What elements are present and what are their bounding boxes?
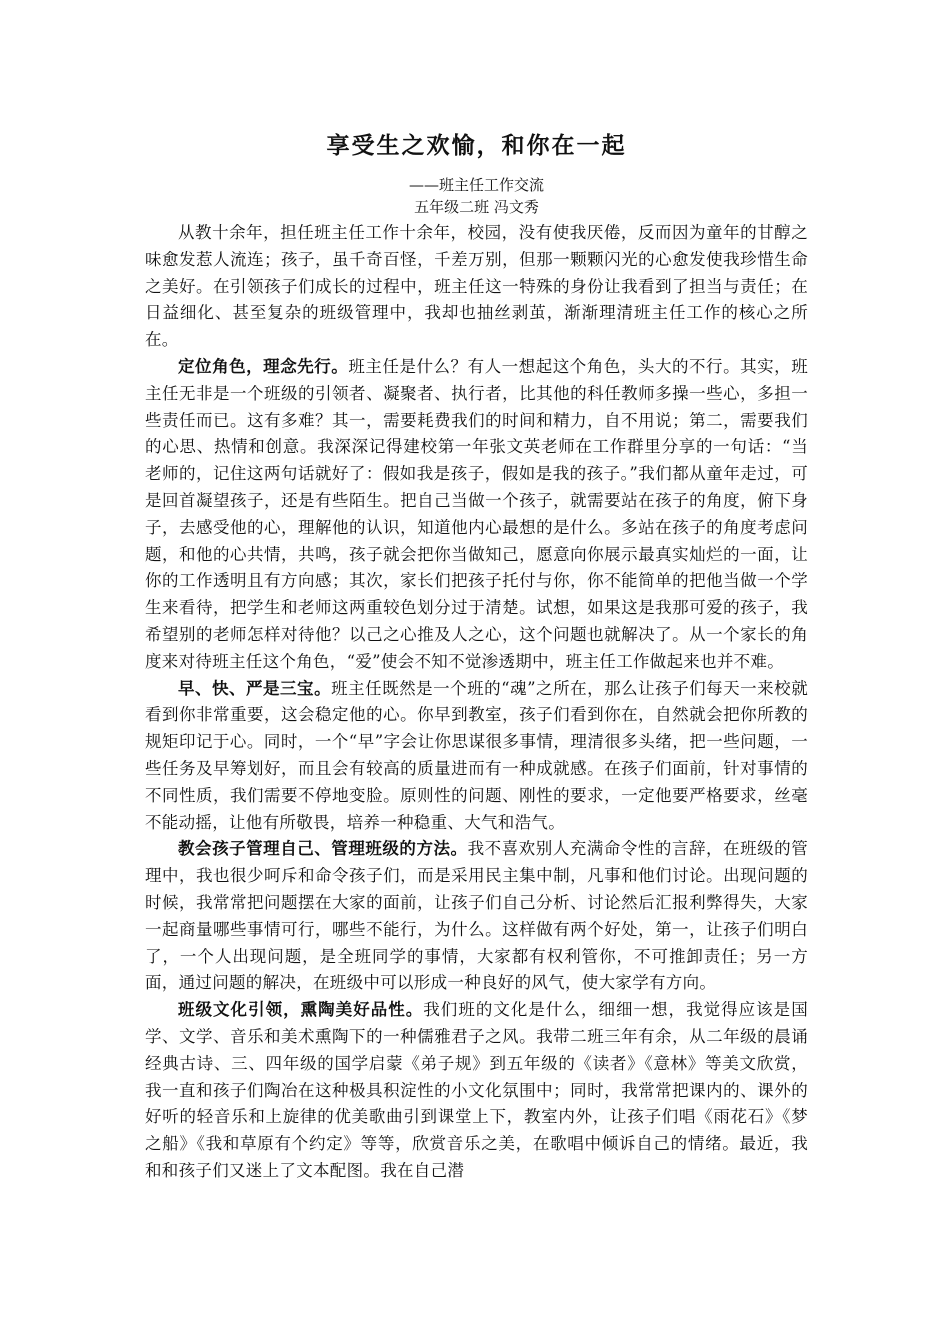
paragraph-heading: 早、快、严是三宝。 xyxy=(178,678,332,698)
paragraph-heading: 教会孩子管理自己、管理班级的方法。 xyxy=(178,839,468,859)
paragraph-text: 班主任是什么？有人一想起这个角色，头大的不行。其实，班主任无非是一个班级的引领者、凝聚者、执行者，比其他的科任教师多操一些心，多担一些责任而已。这有多难？其一，需要耗费我们的时间和精力，自不用说；第二，需要我们的心思、热情和创意。我深深记得建校第一年张文英老师在工作群里分享的一句话：“当老师的，记住这两句话就好了：假如我是孩子，假如是我的孩子。”我们都从童年走过，可是回首凝望孩子，还是有些陌生。把自己当做一个孩子，就需要站在孩子的角度，俯下身子，去感受他的心，理解他的认识，知道他内心最想的是什么。多站在孩子的角度考虑问题，和他的心共情，共鸣，孩子就会把你当做知己，愿意向你展示最真实灿烂的一面，让你的工作透明且有方向感；其次，家长们把孩子托付与你，你不能简单的把他当做一个学生来看待，把学生和老师这两重较色划分过于清楚。试想，如果这是我那可爱的孩子，我希望别的老师怎样对待他？以己之心推及人之心，这个问题也就解决了。从一个家长的角度来对待班主任这个角色，“爱”使会不知不觉渗透期中，班主任工作做起来也并不难。 xyxy=(145,356,809,671)
paragraph-text: 我不喜欢别人充满命令性的言辞，在班级的管理中，我也很少呵斥和命令孩子们，而是采用民主集中制，凡事和他们讨论。出现问题的时候，我常常把问题摆在大家的面前，让孩子们自己分析、讨论然后汇报利弊得失，大家一起商量哪些事情可行，哪些不能行，为什么。这样做有两个好处，第一，让孩子们明白了，一个人出现问题，是全班同学的事情，大家都有权利管你，不可推卸责任；另一方面，通过问题的解决，在班级中可以形成一种良好的风气，使大家学有方向。 xyxy=(145,839,808,993)
paragraph-intro xyxy=(145,220,808,354)
paragraph-three-treasures xyxy=(145,676,808,837)
paragraph-role xyxy=(145,354,808,676)
document-author: 五年级二班 冯文秀 xyxy=(414,198,539,216)
paragraph-self-management xyxy=(145,836,808,997)
paragraph-class-culture xyxy=(145,997,808,1185)
document-subtitle: ——班主任工作交流 xyxy=(408,176,544,194)
paragraph-heading: 定位角色，理念先行。 xyxy=(178,356,349,376)
paragraph-text: 我们班的文化是什么，细细一想，我觉得应该是国学、文学、音乐和美术熏陶下的一种儒雅君子之风。我带二班三年有余，从二年级的晨诵经典古诗、三、四年级的国学启蒙《弟子规》到五年级的《读者》《意林》等美文欣赏，我一直和孩子们陶冶在这种极具积淀性的小文化氛围中；同时，我常常把课内的、课外的好听的轻音乐和上旋律的优美歌曲引到课堂上下，教室内外，让孩子们唱《雨花石》《梦之船》《我和草原有个约定》等等，欣赏音乐之美，在歌唱中倾诉自己的情绪。最近，我和和孩子们又迷上了文本配图。我在自己潜 xyxy=(145,1000,808,1180)
document-title: 享受生之欢愉，和你在一起 xyxy=(326,133,627,159)
paragraph-text: 班主任既然是一个班的“魂”之所在，那么让孩子们每天一来校就看到你非常重要，这会稳定他的心。你早到教室，孩子们看到你在，自然就会把你所教的规矩印记于心。同时，一个“早”字会让你思谋很多事情，理清很多头绪，把一些问题，一些任务及早筹划好，而且会有较高的质量进而有一种成就感。在孩子们面前，针对事情的不同性质，我们需要不停地变脸。原则性的问题、刚性的要求，一定他要严格要求，丝毫不能动摇，让他有所敬畏，培养一种稳重、大气和浩气。 xyxy=(145,678,808,832)
document-page xyxy=(145,128,808,1185)
paragraph-text: 从教十余年，担任班主任工作十余年，校园，没有使我厌倦，反而因为童年的甘醇之味愈发惹人流连；孩子，虽千奇百怪，千差万别，但那一颗颗闪光的心愈发使我珍惜生命之美好。在引领孩子们成长的过程中，班主任这一特殊的身份让我看到了担当与责任；在日益细化、甚至复杂的班级管理中，我却也抽丝剥茧，渐渐理清班主任工作的核心之所在。 xyxy=(145,223,808,350)
paragraph-heading: 班级文化引领，熏陶美好品性。 xyxy=(178,1000,424,1020)
